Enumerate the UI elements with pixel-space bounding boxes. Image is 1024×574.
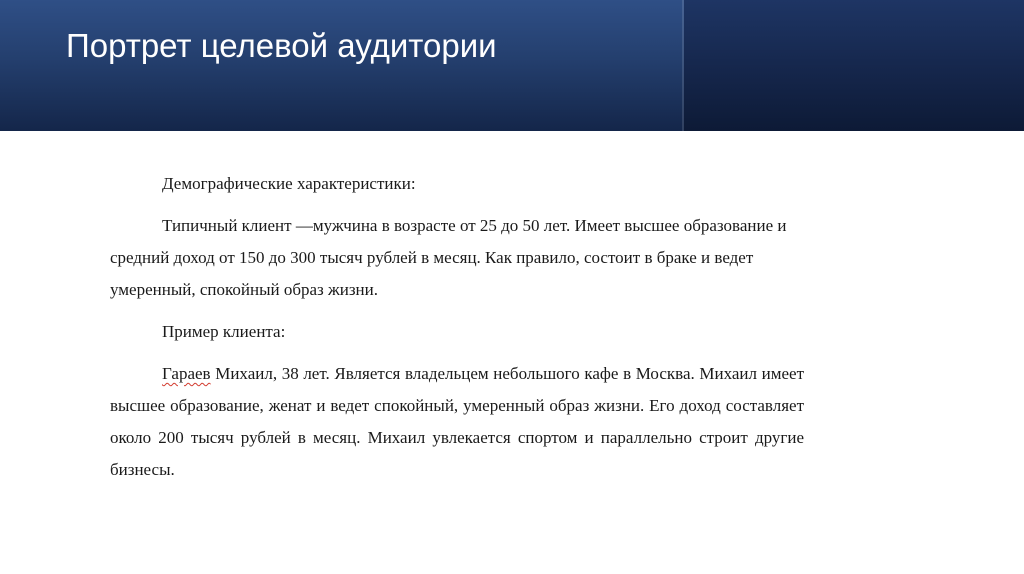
example-heading: Пример клиента: [162, 322, 286, 341]
slide-title: Портрет целевой аудитории [66, 27, 497, 64]
slide-header [0, 0, 1024, 131]
example-client-paragraph [110, 358, 804, 486]
typical-client-paragraph: Типичный клиент —мужчина в возрасте от 25 до 50 лет. Имеет высшее образование и средний доход от 150 до 300 тысяч рублей в месяц. Как правило, состоит в браке и ведет умеренный, спокойный образ жизни. [110, 216, 787, 299]
example-client-text: Михаил, 38 лет. Является владельцем небольшого кафе в Москва. Михаил имеет высшее образование, женат и ведет спокойный, умеренный образ жизни. Его доход составляет около 200 тысяч рублей в месяц. Михаил увлекается спортом и параллельно строит другие бизнесы. [110, 364, 804, 479]
demographics-heading: Демографические характеристики: [162, 174, 416, 193]
example-surname: Гараев [162, 364, 211, 383]
header-right-panel [684, 0, 1024, 131]
slide-body [110, 168, 804, 486]
